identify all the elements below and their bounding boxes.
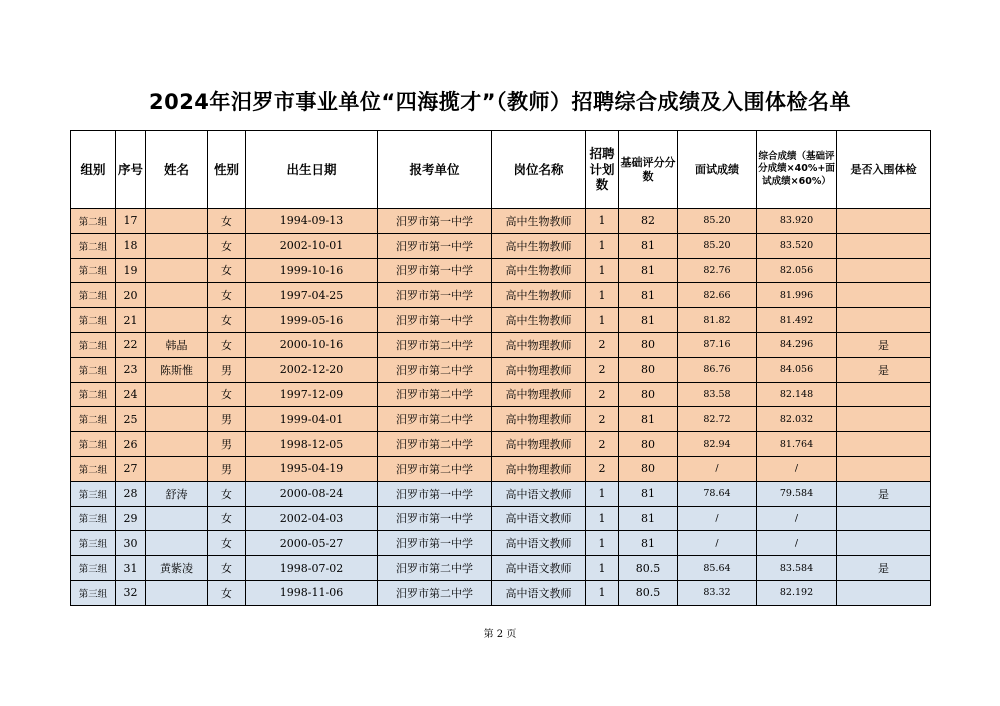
cell-total: 81.492 — [757, 308, 837, 333]
cell-seq: 26 — [116, 432, 146, 457]
cell-total: 83.520 — [757, 233, 837, 258]
table-header-row — [71, 131, 931, 209]
header-base-score: 基础评分分数 — [619, 131, 678, 209]
cell-base-score: 80.5 — [619, 580, 678, 605]
cell-seq: 30 — [116, 531, 146, 556]
cell-unit: 汨罗市第二中学 — [378, 357, 492, 382]
cell-interview: 82.66 — [678, 283, 757, 308]
header-gender: 性别 — [208, 131, 246, 209]
cell-group: 第三组 — [71, 481, 116, 506]
cell-shortlist — [837, 209, 931, 234]
header-name: 姓名 — [146, 131, 208, 209]
table-row — [71, 382, 931, 407]
table-row — [71, 357, 931, 382]
header-quota: 招聘计划数 — [586, 131, 619, 209]
cell-position: 高中物理教师 — [492, 407, 586, 432]
table-row — [71, 506, 931, 531]
header-shortlist: 是否入围体检 — [837, 131, 931, 209]
cell-unit: 汨罗市第一中学 — [378, 531, 492, 556]
cell-unit: 汨罗市第一中学 — [378, 481, 492, 506]
cell-gender: 女 — [208, 283, 246, 308]
cell-seq: 27 — [116, 456, 146, 481]
cell-group: 第二组 — [71, 308, 116, 333]
cell-position: 高中语文教师 — [492, 556, 586, 581]
cell-shortlist: 是 — [837, 481, 931, 506]
cell-gender: 女 — [208, 580, 246, 605]
cell-gender: 女 — [208, 531, 246, 556]
cell-shortlist — [837, 308, 931, 333]
cell-position: 高中生物教师 — [492, 283, 586, 308]
cell-shortlist — [837, 580, 931, 605]
cell-position: 高中语文教师 — [492, 580, 586, 605]
cell-quota: 2 — [586, 357, 619, 382]
cell-group: 第二组 — [71, 283, 116, 308]
cell-name: 黄紫凌 — [146, 556, 208, 581]
header-birth: 出生日期 — [246, 131, 378, 209]
cell-birth: 2002-04-03 — [246, 506, 378, 531]
table-body — [71, 209, 931, 606]
cell-interview: 83.58 — [678, 382, 757, 407]
cell-shortlist — [837, 531, 931, 556]
cell-shortlist — [837, 382, 931, 407]
header-interview: 面试成绩 — [678, 131, 757, 209]
cell-seq: 29 — [116, 506, 146, 531]
cell-position: 高中物理教师 — [492, 456, 586, 481]
cell-birth: 1998-11-06 — [246, 580, 378, 605]
cell-position: 高中物理教师 — [492, 332, 586, 357]
cell-group: 第二组 — [71, 258, 116, 283]
cell-interview: 85.20 — [678, 209, 757, 234]
cell-birth: 2000-08-24 — [246, 481, 378, 506]
cell-birth: 1998-12-05 — [246, 432, 378, 457]
cell-seq: 18 — [116, 233, 146, 258]
cell-total: 82.056 — [757, 258, 837, 283]
cell-interview: 85.64 — [678, 556, 757, 581]
cell-group: 第二组 — [71, 432, 116, 457]
cell-shortlist — [837, 407, 931, 432]
cell-total: / — [757, 506, 837, 531]
cell-base-score: 81 — [619, 233, 678, 258]
cell-group: 第三组 — [71, 556, 116, 581]
cell-seq: 28 — [116, 481, 146, 506]
cell-name — [146, 456, 208, 481]
cell-shortlist — [837, 283, 931, 308]
cell-quota: 1 — [586, 258, 619, 283]
cell-base-score: 81 — [619, 531, 678, 556]
cell-birth: 1994-09-13 — [246, 209, 378, 234]
cell-birth: 1995-04-19 — [246, 456, 378, 481]
cell-unit: 汨罗市第二中学 — [378, 456, 492, 481]
cell-base-score: 81 — [619, 506, 678, 531]
cell-base-score: 80 — [619, 382, 678, 407]
cell-gender: 女 — [208, 332, 246, 357]
cell-shortlist — [837, 258, 931, 283]
cell-group: 第二组 — [71, 209, 116, 234]
cell-seq: 21 — [116, 308, 146, 333]
cell-total: 83.920 — [757, 209, 837, 234]
cell-seq: 25 — [116, 407, 146, 432]
cell-interview: 82.94 — [678, 432, 757, 457]
cell-unit: 汨罗市第一中学 — [378, 258, 492, 283]
cell-position: 高中语文教师 — [492, 506, 586, 531]
cell-quota: 1 — [586, 580, 619, 605]
table-row — [71, 258, 931, 283]
table-row — [71, 308, 931, 333]
cell-birth: 1999-04-01 — [246, 407, 378, 432]
cell-interview: / — [678, 456, 757, 481]
cell-total: 82.148 — [757, 382, 837, 407]
cell-interview: 81.82 — [678, 308, 757, 333]
cell-group: 第二组 — [71, 357, 116, 382]
header-seq: 序号 — [116, 131, 146, 209]
cell-position: 高中生物教师 — [492, 258, 586, 283]
cell-birth: 1999-10-16 — [246, 258, 378, 283]
cell-base-score: 81 — [619, 308, 678, 333]
cell-gender: 男 — [208, 407, 246, 432]
cell-unit: 汨罗市第一中学 — [378, 283, 492, 308]
cell-position: 高中语文教师 — [492, 481, 586, 506]
cell-total: 81.764 — [757, 432, 837, 457]
table-row — [71, 481, 931, 506]
cell-group: 第二组 — [71, 382, 116, 407]
cell-quota: 2 — [586, 382, 619, 407]
cell-position: 高中物理教师 — [492, 357, 586, 382]
table-row — [71, 233, 931, 258]
cell-group: 第三组 — [71, 506, 116, 531]
cell-total: 79.584 — [757, 481, 837, 506]
cell-total: 82.192 — [757, 580, 837, 605]
cell-base-score: 80 — [619, 357, 678, 382]
cell-name — [146, 432, 208, 457]
cell-birth: 2002-12-20 — [246, 357, 378, 382]
cell-birth: 2002-10-01 — [246, 233, 378, 258]
cell-position: 高中语文教师 — [492, 531, 586, 556]
table-row — [71, 407, 931, 432]
cell-group: 第二组 — [71, 407, 116, 432]
page-number: 第 2 页 — [483, 629, 517, 640]
cell-base-score: 81 — [619, 407, 678, 432]
cell-seq: 17 — [116, 209, 146, 234]
page-title: 2024年汨罗市事业单位“四海揽才”（教师）招聘综合成绩及入围体检名单 — [148, 90, 852, 114]
cell-gender: 女 — [208, 258, 246, 283]
cell-base-score: 80 — [619, 432, 678, 457]
cell-base-score: 82 — [619, 209, 678, 234]
cell-name — [146, 506, 208, 531]
cell-shortlist — [837, 456, 931, 481]
cell-unit: 汨罗市第二中学 — [378, 407, 492, 432]
cell-quota: 1 — [586, 233, 619, 258]
cell-name — [146, 233, 208, 258]
cell-base-score: 81 — [619, 258, 678, 283]
cell-gender: 女 — [208, 506, 246, 531]
cell-interview: 82.72 — [678, 407, 757, 432]
cell-position: 高中生物教师 — [492, 308, 586, 333]
cell-birth: 1997-12-09 — [246, 382, 378, 407]
cell-birth: 1997-04-25 — [246, 283, 378, 308]
cell-group: 第三组 — [71, 580, 116, 605]
table-row — [71, 531, 931, 556]
cell-unit: 汨罗市第二中学 — [378, 580, 492, 605]
cell-quota: 1 — [586, 308, 619, 333]
cell-birth: 2000-10-16 — [246, 332, 378, 357]
cell-base-score: 80 — [619, 456, 678, 481]
cell-name — [146, 308, 208, 333]
cell-quota: 1 — [586, 283, 619, 308]
cell-gender: 女 — [208, 308, 246, 333]
cell-gender: 男 — [208, 357, 246, 382]
cell-birth: 1998-07-02 — [246, 556, 378, 581]
cell-name — [146, 209, 208, 234]
cell-interview: 83.32 — [678, 580, 757, 605]
cell-total: 82.032 — [757, 407, 837, 432]
cell-shortlist: 是 — [837, 357, 931, 382]
cell-name: 韩晶 — [146, 332, 208, 357]
cell-quota: 1 — [586, 506, 619, 531]
cell-shortlist: 是 — [837, 332, 931, 357]
cell-interview: 86.76 — [678, 357, 757, 382]
cell-quota: 2 — [586, 432, 619, 457]
table-row — [71, 456, 931, 481]
cell-name — [146, 580, 208, 605]
cell-unit: 汨罗市第二中学 — [378, 332, 492, 357]
cell-name — [146, 407, 208, 432]
header-unit: 报考单位 — [378, 131, 492, 209]
cell-quota: 1 — [586, 556, 619, 581]
cell-interview: 87.16 — [678, 332, 757, 357]
cell-quota: 1 — [586, 531, 619, 556]
table-row — [71, 580, 931, 605]
cell-gender: 女 — [208, 382, 246, 407]
cell-name — [146, 258, 208, 283]
cell-unit: 汨罗市第一中学 — [378, 308, 492, 333]
table-row — [71, 432, 931, 457]
cell-seq: 19 — [116, 258, 146, 283]
results-table — [70, 130, 931, 606]
cell-gender: 男 — [208, 456, 246, 481]
cell-gender: 女 — [208, 209, 246, 234]
cell-interview: 85.20 — [678, 233, 757, 258]
table-row — [71, 283, 931, 308]
cell-total: / — [757, 531, 837, 556]
cell-total: 84.056 — [757, 357, 837, 382]
cell-position: 高中物理教师 — [492, 382, 586, 407]
cell-shortlist: 是 — [837, 556, 931, 581]
cell-name: 舒涛 — [146, 481, 208, 506]
cell-position: 高中生物教师 — [492, 233, 586, 258]
table-row — [71, 209, 931, 234]
cell-position: 高中生物教师 — [492, 209, 586, 234]
cell-seq: 22 — [116, 332, 146, 357]
cell-total: / — [757, 456, 837, 481]
table-row — [71, 556, 931, 581]
cell-base-score: 81 — [619, 283, 678, 308]
cell-birth: 1999-05-16 — [246, 308, 378, 333]
cell-group: 第二组 — [71, 233, 116, 258]
cell-total: 81.996 — [757, 283, 837, 308]
cell-quota: 2 — [586, 456, 619, 481]
cell-gender: 女 — [208, 481, 246, 506]
cell-name — [146, 283, 208, 308]
header-group: 组别 — [71, 131, 116, 209]
cell-seq: 31 — [116, 556, 146, 581]
cell-base-score: 80 — [619, 332, 678, 357]
cell-total: 84.296 — [757, 332, 837, 357]
cell-quota: 1 — [586, 209, 619, 234]
cell-interview: 82.76 — [678, 258, 757, 283]
cell-base-score: 80.5 — [619, 556, 678, 581]
cell-gender: 女 — [208, 556, 246, 581]
cell-shortlist — [837, 432, 931, 457]
cell-seq: 32 — [116, 580, 146, 605]
cell-position: 高中物理教师 — [492, 432, 586, 457]
cell-birth: 2000-05-27 — [246, 531, 378, 556]
cell-name — [146, 531, 208, 556]
cell-interview: 78.64 — [678, 481, 757, 506]
cell-unit: 汨罗市第一中学 — [378, 233, 492, 258]
header-total: 综合成绩（基础评分成绩×40%+面试成绩×60%） — [757, 131, 837, 209]
cell-shortlist — [837, 233, 931, 258]
cell-quota: 2 — [586, 407, 619, 432]
header-position: 岗位名称 — [492, 131, 586, 209]
cell-name — [146, 382, 208, 407]
cell-seq: 20 — [116, 283, 146, 308]
cell-interview: / — [678, 506, 757, 531]
cell-unit: 汨罗市第二中学 — [378, 432, 492, 457]
cell-total: 83.584 — [757, 556, 837, 581]
cell-unit: 汨罗市第二中学 — [378, 382, 492, 407]
cell-gender: 男 — [208, 432, 246, 457]
cell-gender: 女 — [208, 233, 246, 258]
cell-unit: 汨罗市第一中学 — [378, 506, 492, 531]
table-row — [71, 332, 931, 357]
cell-unit: 汨罗市第二中学 — [378, 556, 492, 581]
cell-seq: 24 — [116, 382, 146, 407]
cell-group: 第二组 — [71, 456, 116, 481]
cell-seq: 23 — [116, 357, 146, 382]
cell-group: 第二组 — [71, 332, 116, 357]
cell-shortlist — [837, 506, 931, 531]
cell-name: 陈斯惟 — [146, 357, 208, 382]
cell-quota: 1 — [586, 481, 619, 506]
cell-unit: 汨罗市第一中学 — [378, 209, 492, 234]
cell-interview: / — [678, 531, 757, 556]
cell-quota: 2 — [586, 332, 619, 357]
cell-group: 第三组 — [71, 531, 116, 556]
cell-base-score: 81 — [619, 481, 678, 506]
